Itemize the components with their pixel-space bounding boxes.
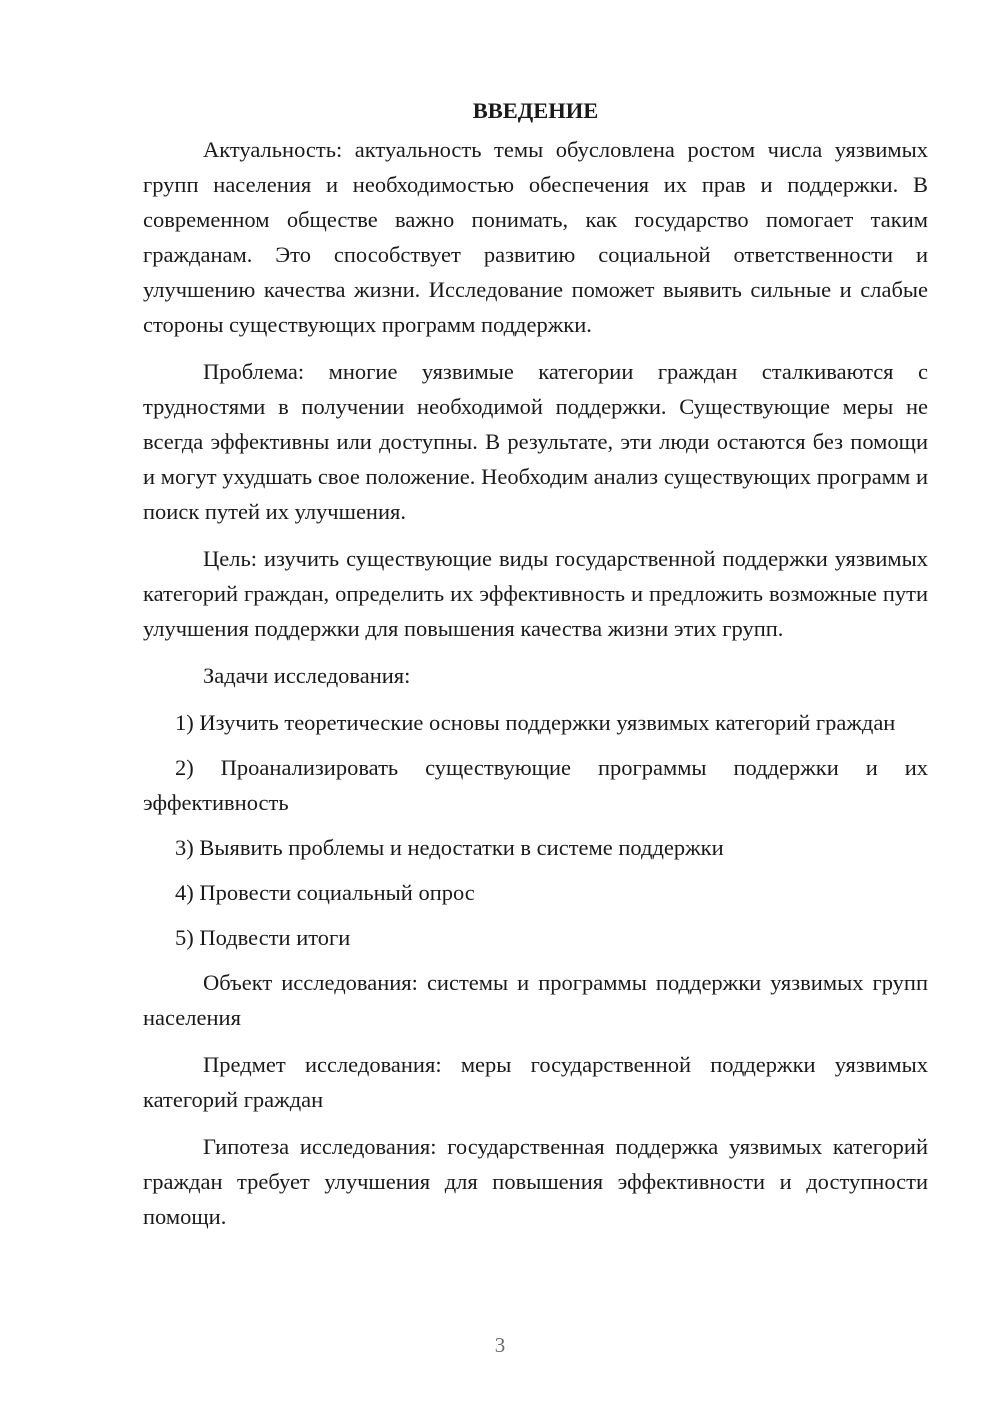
goal-paragraph: Цель: изучить существующие виды государственной поддержки уязвимых категорий граждан, определить их эффективность и предложить возможные пути улучшения поддержки для повышения качества жизни этих групп. [143,546,928,641]
list-item: 4) Провести социальный опрос [175,880,475,905]
list-item: 1) Изучить теоретические основы поддержки уязвимых категорий граждан [175,710,896,735]
page-content [143,96,928,1246]
object-paragraph: Объект исследования: системы и программы поддержки уязвимых групп населения [143,970,928,1030]
hypothesis-paragraph: Гипотеза исследования: государственная поддержка уязвимых категорий граждан требует улучшения для повышения эффективности и доступности помощи. [143,1134,928,1229]
list-item: 5) Подвести итоги [175,925,351,950]
section-heading: ВВЕДЕНИЕ [472,98,599,123]
problem-paragraph: Проблема: многие уязвимые категории граждан сталкиваются с трудностями в получении необходимой поддержки. Существующие меры не всегда эффективны или доступны. В результате, эти люди остаются без помощи и могут ухудшать свое положение. Необходим анализ существующих программ и поиск путей их улучшения. [143,359,928,524]
relevance-paragraph: Актуальность: актуальность темы обусловлена ростом числа уязвимых групп населения и необходимостью обеспечения их прав и поддержки. В современном обществе важно понимать, как государство помогает таким гражданам. Это способствует развитию социальной ответственности и улучшению качества жизни. Исследование поможет выявить сильные и слабые стороны существующих программ поддержки. [143,137,928,337]
subject-paragraph: Предмет исследования: меры государственной поддержки уязвимых категорий граждан [143,1052,928,1112]
tasks-list [143,705,928,955]
list-item: 2) Проанализировать существующие программы поддержки и их эффективность [143,755,928,815]
tasks-title: Задачи исследования: [203,663,411,688]
list-item: 3) Выявить проблемы и недостатки в системе поддержки [175,835,724,860]
page-number: 3 [494,1333,506,1357]
